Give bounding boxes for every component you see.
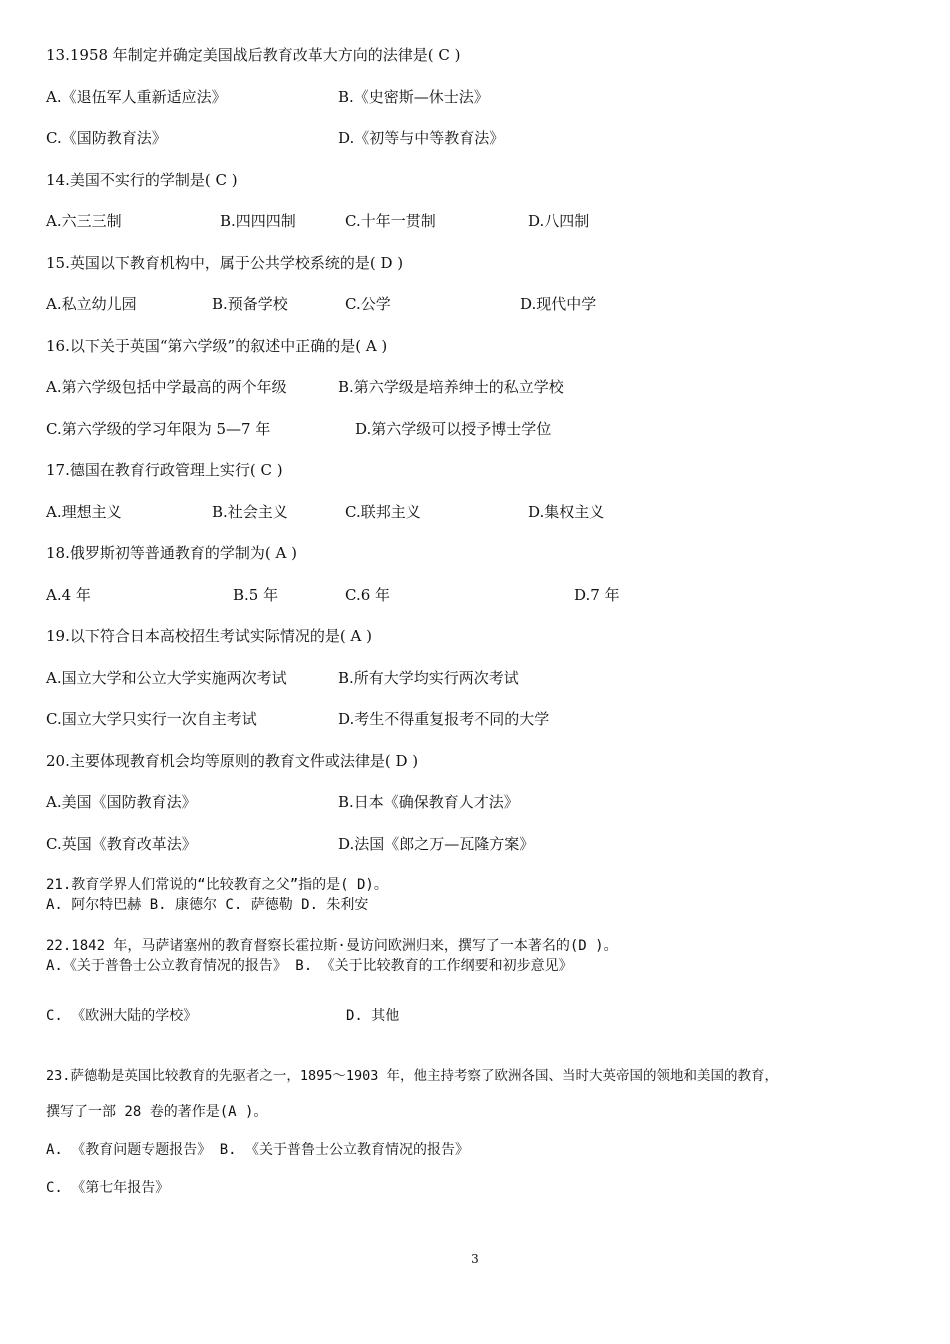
question-16-option-d: D.第六学级可以授予博士学位 — [355, 420, 552, 438]
question-22-option-c: C. 《欧洲大陆的学校》 — [46, 1008, 198, 1024]
question-14-option-b: B.四四四制 — [220, 212, 296, 230]
question-22-options-ab: A.《关于普鲁士公立教育情况的报告》 B. 《关于比较教育的工作纲要和初步意见》 — [46, 958, 573, 974]
question-23-options-ab: A. 《教育问题专题报告》 B. 《关于普鲁士公立教育情况的报告》 — [46, 1142, 469, 1158]
question-18-option-a: A.4 年 — [46, 586, 91, 604]
question-15-option-b: B.预备学校 — [212, 295, 288, 313]
question-20-option-a: A.美国《国防教育法》 — [46, 793, 197, 811]
question-22-option-d: D. 其他 — [346, 1008, 400, 1024]
question-19-option-c: C.国立大学只实行一次自主考试 — [46, 710, 257, 728]
question-21-stem: 21.教育学界人们常说的“比较教育之父”指的是( D)。 — [46, 877, 388, 893]
question-22-stem: 22.1842 年，马萨诸塞州的教育督察长霍拉斯·曼访问欧洲归来，撰写了一本著名的(D )。 — [46, 938, 618, 954]
question-14-option-d: D.八四制 — [528, 212, 590, 230]
question-13-option-d: D.《初等与中等教育法》 — [338, 129, 505, 147]
question-16-option-b: B.第六学级是培养绅士的私立学校 — [338, 378, 564, 396]
question-15-option-d: D.现代中学 — [520, 295, 597, 313]
question-17-stem: 17.德国在教育行政管理上实行( C ) — [46, 461, 283, 479]
question-14-option-a: A.六三三制 — [46, 212, 122, 230]
question-13-option-a: A.《退伍军人重新适应法》 — [46, 88, 227, 106]
question-23-stem-continued: 撰写了一部 28 卷的著作是(A )。 — [46, 1104, 268, 1120]
question-19-option-a: A.国立大学和公立大学实施两次考试 — [46, 669, 287, 687]
question-13-stem: 13.1958 年制定并确定美国战后教育改革大方向的法律是( C ) — [46, 46, 461, 64]
question-18-stem: 18.俄罗斯初等普通教育的学制为( A ) — [46, 544, 297, 562]
question-20-option-d: D.法国《郎之万—瓦隆方案》 — [338, 835, 535, 853]
question-16-option-a: A.第六学级包括中学最高的两个年级 — [46, 378, 287, 396]
question-16-option-c: C.第六学级的学习年限为 5—7 年 — [46, 420, 271, 438]
question-13-option-c: C.《国防教育法》 — [46, 129, 167, 147]
question-14-option-c: C.十年一贯制 — [345, 212, 436, 230]
question-18-option-b: B.5 年 — [233, 586, 279, 604]
question-16-stem: 16.以下关于英国“第六学级”的叙述中正确的是( A ) — [46, 337, 388, 355]
question-23-stem: 23.萨德勒是英国比较教育的先驱者之一，1895～1903 年，他主持考察了欧洲各国、当时大英帝国的领地和美国的教育， — [46, 1068, 779, 1084]
page-number: 3 — [471, 1252, 479, 1266]
question-19-option-d: D.考生不得重复报考不同的大学 — [338, 710, 550, 728]
question-15-option-c: C.公学 — [345, 295, 391, 313]
question-20-option-b: B.日本《确保教育人才法》 — [338, 793, 519, 811]
question-17-option-a: A.理想主义 — [46, 503, 122, 521]
question-14-stem: 14.美国不实行的学制是( C ) — [46, 171, 238, 189]
question-15-stem: 15.英国以下教育机构中，属于公共学校系统的是( D ) — [46, 254, 404, 272]
question-19-stem: 19.以下符合日本高校招生考试实际情况的是( A ) — [46, 627, 372, 645]
question-17-option-c: C.联邦主义 — [345, 503, 421, 521]
question-23-option-c: C. 《第七年报告》 — [46, 1180, 170, 1196]
question-20-option-c: C.英国《教育改革法》 — [46, 835, 197, 853]
question-18-option-c: C.6 年 — [345, 586, 391, 604]
question-17-option-b: B.社会主义 — [212, 503, 288, 521]
question-13-option-b: B.《史密斯—休士法》 — [338, 88, 489, 106]
question-15-option-a: A.私立幼儿园 — [46, 295, 137, 313]
question-21-options: A. 阿尔特巴赫 B. 康德尔 C. 萨德勒 D. 朱利安 — [46, 897, 369, 913]
question-17-option-d: D.集权主义 — [528, 503, 605, 521]
question-19-option-b: B.所有大学均实行两次考试 — [338, 669, 519, 687]
question-18-option-d: D.7 年 — [574, 586, 620, 604]
question-20-stem: 20.主要体现教育机会均等原则的教育文件或法律是( D ) — [46, 752, 419, 770]
